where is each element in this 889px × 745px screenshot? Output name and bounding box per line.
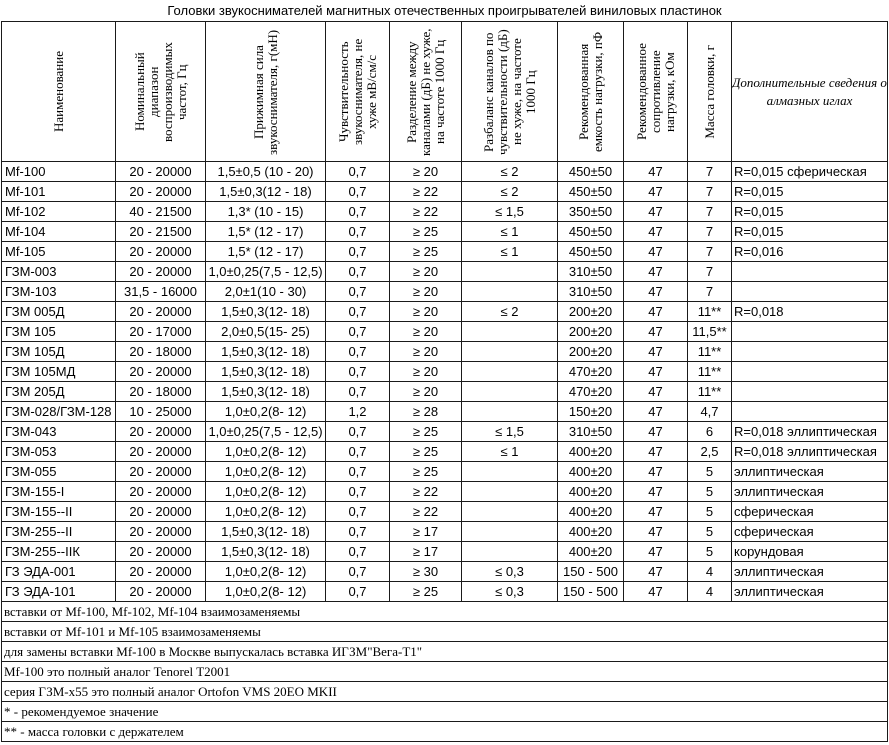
cell-channel-separation: ≥ 28 [390, 402, 462, 422]
cell-frequency-range: 20 - 21500 [116, 222, 206, 242]
cell-channel-imbalance [462, 462, 558, 482]
cell-frequency-range: 20 - 20000 [116, 182, 206, 202]
cell-name: ГЗМ-003 [2, 262, 116, 282]
cell-load-resistance: 47 [624, 442, 688, 462]
cell-channel-separation: ≥ 25 [390, 422, 462, 442]
cell-channel-separation: ≥ 20 [390, 282, 462, 302]
specs-table [1, 21, 888, 742]
cell-load-resistance: 47 [624, 282, 688, 302]
cell-load-capacitance: 400±20 [558, 442, 624, 462]
cell-stylus-info: R=0,018 [732, 302, 888, 322]
cell-cartridge-mass: 4 [688, 582, 732, 602]
cell-load-capacitance: 470±20 [558, 362, 624, 382]
note-text: вставки от Mf-100, Mf-102, Mf-104 взаимозаменяемы [2, 602, 888, 622]
cell-frequency-range: 20 - 18000 [116, 382, 206, 402]
cell-cartridge-mass: 7 [688, 282, 732, 302]
cell-cartridge-mass: 2,5 [688, 442, 732, 462]
note-row [2, 602, 888, 622]
cell-load-capacitance: 310±50 [558, 262, 624, 282]
cell-load-resistance: 47 [624, 502, 688, 522]
header-sensitivity: Чувствительность звукоснимателя, не хуже мВ/см/с [326, 22, 390, 162]
cell-tracking-force: 2,0±1(10 - 30) [206, 282, 326, 302]
cell-channel-imbalance [462, 502, 558, 522]
cell-load-capacitance: 450±50 [558, 222, 624, 242]
table-row [2, 242, 888, 262]
cell-stylus-info [732, 382, 888, 402]
header-stylus-info: Дополнительные сведения о алмазных иглах [732, 22, 888, 162]
cell-cartridge-mass: 4,7 [688, 402, 732, 422]
cell-tracking-force: 2,0±0,5(15- 25) [206, 322, 326, 342]
cell-load-resistance: 47 [624, 362, 688, 382]
cell-frequency-range: 20 - 20000 [116, 262, 206, 282]
cell-stylus-info: R=0,015 [732, 222, 888, 242]
cell-load-resistance: 47 [624, 542, 688, 562]
cell-cartridge-mass: 5 [688, 522, 732, 542]
cell-frequency-range: 20 - 20000 [116, 522, 206, 542]
cell-name: ГЗ ЭДА-101 [2, 582, 116, 602]
table-row [2, 202, 888, 222]
cell-tracking-force: 1,5±0,3(12- 18) [206, 542, 326, 562]
cell-load-capacitance: 450±50 [558, 162, 624, 182]
cell-sensitivity: 0,7 [326, 282, 390, 302]
cell-channel-separation: ≥ 20 [390, 162, 462, 182]
cell-tracking-force: 1,0±0,2(8- 12) [206, 502, 326, 522]
cell-stylus-info: эллиптическая [732, 562, 888, 582]
cell-stylus-info: эллиптическая [732, 582, 888, 602]
table-row [2, 222, 888, 242]
cell-sensitivity: 0,7 [326, 422, 390, 442]
cell-load-capacitance: 200±20 [558, 322, 624, 342]
cell-frequency-range: 20 - 20000 [116, 502, 206, 522]
table-row [2, 182, 888, 202]
header-channel-separation: Разделение между каналами (дБ) не хуже, на частоте 1000 Гц [390, 22, 462, 162]
note-text: Mf-100 это полный аналог Tenorel T2001 [2, 662, 888, 682]
cell-stylus-info: эллиптическая [732, 462, 888, 482]
cell-channel-separation: ≥ 25 [390, 582, 462, 602]
cell-name: ГЗМ-103 [2, 282, 116, 302]
cell-channel-imbalance: ≤ 1 [462, 242, 558, 262]
cell-stylus-info: R=0,015 [732, 202, 888, 222]
cell-frequency-range: 40 - 21500 [116, 202, 206, 222]
cell-frequency-range: 20 - 20000 [116, 362, 206, 382]
cell-channel-separation: ≥ 20 [390, 302, 462, 322]
cell-channel-separation: ≥ 30 [390, 562, 462, 582]
cell-load-capacitance: 400±20 [558, 482, 624, 502]
cell-tracking-force: 1,0±0,2(8- 12) [206, 582, 326, 602]
cell-load-capacitance: 400±20 [558, 522, 624, 542]
cell-name: ГЗМ 105Д [2, 342, 116, 362]
header-row [2, 22, 888, 162]
note-row [2, 722, 888, 742]
cell-channel-imbalance [462, 262, 558, 282]
cell-cartridge-mass: 11** [688, 382, 732, 402]
cell-load-resistance: 47 [624, 182, 688, 202]
cell-sensitivity: 0,7 [326, 182, 390, 202]
cell-channel-imbalance [462, 482, 558, 502]
cell-name: Mf-101 [2, 182, 116, 202]
cell-tracking-force: 1,5±0,3(12- 18) [206, 362, 326, 382]
table-header [2, 22, 888, 162]
cell-stylus-info: эллиптическая [732, 482, 888, 502]
table-row [2, 362, 888, 382]
cell-channel-separation: ≥ 22 [390, 202, 462, 222]
cell-cartridge-mass: 11** [688, 302, 732, 322]
cell-channel-separation: ≥ 20 [390, 262, 462, 282]
cell-channel-imbalance [462, 402, 558, 422]
cell-frequency-range: 20 - 20000 [116, 162, 206, 182]
note-text: * - рекомендуемое значение [2, 702, 888, 722]
cell-load-resistance: 47 [624, 402, 688, 422]
cell-name: Mf-100 [2, 162, 116, 182]
cell-cartridge-mass: 5 [688, 482, 732, 502]
cell-sensitivity: 0,7 [326, 482, 390, 502]
cell-load-capacitance: 400±20 [558, 462, 624, 482]
cell-channel-separation: ≥ 17 [390, 522, 462, 542]
cell-load-resistance: 47 [624, 222, 688, 242]
cell-channel-separation: ≥ 20 [390, 342, 462, 362]
note-row [2, 642, 888, 662]
cell-stylus-info: R=0,018 эллиптическая [732, 442, 888, 462]
cell-tracking-force: 1,0±0,2(8- 12) [206, 462, 326, 482]
cell-frequency-range: 20 - 20000 [116, 242, 206, 262]
cell-frequency-range: 20 - 20000 [116, 542, 206, 562]
cell-channel-imbalance: ≤ 2 [462, 302, 558, 322]
cell-channel-separation: ≥ 20 [390, 322, 462, 342]
cell-frequency-range: 20 - 18000 [116, 342, 206, 362]
cell-name: ГЗМ-053 [2, 442, 116, 462]
table-body [2, 162, 888, 602]
cell-cartridge-mass: 5 [688, 462, 732, 482]
cell-sensitivity: 0,7 [326, 462, 390, 482]
cell-load-capacitance: 150±20 [558, 402, 624, 422]
cell-name: ГЗМ 105 [2, 322, 116, 342]
cell-load-capacitance: 150 - 500 [558, 582, 624, 602]
cell-sensitivity: 0,7 [326, 222, 390, 242]
cell-load-resistance: 47 [624, 202, 688, 222]
cell-load-capacitance: 400±20 [558, 502, 624, 522]
cell-channel-separation: ≥ 17 [390, 542, 462, 562]
table-row [2, 282, 888, 302]
cell-stylus-info [732, 362, 888, 382]
cell-load-resistance: 47 [624, 322, 688, 342]
cell-load-resistance: 47 [624, 522, 688, 542]
cell-channel-imbalance: ≤ 0,3 [462, 562, 558, 582]
cell-name: ГЗМ 105МД [2, 362, 116, 382]
cell-frequency-range: 31,5 - 16000 [116, 282, 206, 302]
cell-stylus-info: R=0,016 [732, 242, 888, 262]
note-text: ** - масса головки с держателем [2, 722, 888, 742]
cell-stylus-info: сферическая [732, 502, 888, 522]
cell-name: ГЗМ-255--IIК [2, 542, 116, 562]
cell-stylus-info: R=0,015 [732, 182, 888, 202]
cell-tracking-force: 1,5±0,3(12- 18) [206, 342, 326, 362]
cell-load-resistance: 47 [624, 262, 688, 282]
cell-channel-imbalance [462, 542, 558, 562]
cell-sensitivity: 0,7 [326, 502, 390, 522]
cell-load-capacitance: 350±50 [558, 202, 624, 222]
cell-load-capacitance: 200±20 [558, 342, 624, 362]
cell-sensitivity: 0,7 [326, 442, 390, 462]
table-row [2, 482, 888, 502]
cell-frequency-range: 20 - 20000 [116, 462, 206, 482]
table-row [2, 522, 888, 542]
cell-cartridge-mass: 6 [688, 422, 732, 442]
cell-cartridge-mass: 7 [688, 162, 732, 182]
cell-sensitivity: 0,7 [326, 582, 390, 602]
cell-tracking-force: 1,5±0,3(12 - 18) [206, 182, 326, 202]
cell-channel-separation: ≥ 25 [390, 222, 462, 242]
cell-load-resistance: 47 [624, 302, 688, 322]
cell-load-resistance: 47 [624, 462, 688, 482]
header-channel-imbalance: Разбаланс каналов по чувствительности (дБ) не хуже, на частоте 1000 Гц [462, 22, 558, 162]
cell-channel-imbalance: ≤ 2 [462, 162, 558, 182]
cell-stylus-info [732, 342, 888, 362]
cell-tracking-force: 1,0±0,2(8- 12) [206, 442, 326, 462]
cell-sensitivity: 0,7 [326, 342, 390, 362]
table-row [2, 382, 888, 402]
cell-frequency-range: 10 - 25000 [116, 402, 206, 422]
table-title: Головки звукоснимателей магнитных отечественных проигрывателей виниловых пластинок [167, 3, 722, 18]
cell-stylus-info [732, 282, 888, 302]
cell-name: ГЗМ-155--II [2, 502, 116, 522]
header-load-capacitance: Рекомендованная емкость нагрузки, пФ [558, 22, 624, 162]
cell-load-resistance: 47 [624, 242, 688, 262]
table-row [2, 262, 888, 282]
cell-channel-imbalance: ≤ 1,5 [462, 202, 558, 222]
cell-cartridge-mass: 11** [688, 342, 732, 362]
cell-tracking-force: 1,5±0,5 (10 - 20) [206, 162, 326, 182]
cell-tracking-force: 1,0±0,2(8- 12) [206, 562, 326, 582]
table-notes [2, 602, 888, 742]
table-row [2, 582, 888, 602]
header-cartridge-mass: Масса головки, г [688, 22, 732, 162]
note-text: серия ГЗМ-х55 это полный аналог Ortofon VMS 20EO MKII [2, 682, 888, 702]
table-row [2, 302, 888, 322]
cell-cartridge-mass: 7 [688, 182, 732, 202]
cell-stylus-info: корундовая [732, 542, 888, 562]
cell-sensitivity: 0,7 [326, 382, 390, 402]
table-row [2, 422, 888, 442]
cell-name: ГЗМ-028/ГЗМ-128 [2, 402, 116, 422]
table-row [2, 542, 888, 562]
cell-channel-imbalance: ≤ 2 [462, 182, 558, 202]
cell-frequency-range: 20 - 20000 [116, 302, 206, 322]
cell-cartridge-mass: 11,5** [688, 322, 732, 342]
table-row [2, 402, 888, 422]
cell-frequency-range: 20 - 20000 [116, 482, 206, 502]
cell-load-resistance: 47 [624, 382, 688, 402]
cell-channel-imbalance [462, 522, 558, 542]
cell-tracking-force: 1,0±0,2(8- 12) [206, 402, 326, 422]
cell-frequency-range: 20 - 20000 [116, 562, 206, 582]
table-row [2, 562, 888, 582]
header-name: Наименование [2, 22, 116, 162]
table-row [2, 502, 888, 522]
cell-sensitivity: 0,7 [326, 542, 390, 562]
header-frequency-range: Номинальный диапазон воспроизводимых частот, Гц [116, 22, 206, 162]
cell-name: ГЗМ-043 [2, 422, 116, 442]
cell-channel-separation: ≥ 25 [390, 242, 462, 262]
note-text: для замены вставки Mf-100 в Москве выпускалась вставка ИГЗМ"Вега-Т1" [2, 642, 888, 662]
cell-tracking-force: 1,5* (12 - 17) [206, 242, 326, 262]
cell-cartridge-mass: 7 [688, 242, 732, 262]
note-text: вставки от Mf-101 и Mf-105 взаимозаменяемы [2, 622, 888, 642]
cell-tracking-force: 1,5±0,3(12- 18) [206, 522, 326, 542]
cell-cartridge-mass: 5 [688, 542, 732, 562]
cell-channel-separation: ≥ 25 [390, 442, 462, 462]
cell-load-resistance: 47 [624, 162, 688, 182]
cell-name: Mf-102 [2, 202, 116, 222]
cell-name: ГЗ ЭДА-001 [2, 562, 116, 582]
cell-load-capacitance: 310±50 [558, 422, 624, 442]
cell-load-resistance: 47 [624, 342, 688, 362]
cell-load-capacitance: 150 - 500 [558, 562, 624, 582]
cell-name: ГЗМ-055 [2, 462, 116, 482]
cell-load-capacitance: 450±50 [558, 182, 624, 202]
table-row [2, 342, 888, 362]
cell-frequency-range: 20 - 17000 [116, 322, 206, 342]
cell-cartridge-mass: 11** [688, 362, 732, 382]
header-load-resistance: Рекомендованное сопротивление нагрузки, кОм [624, 22, 688, 162]
cell-tracking-force: 1,0±0,25(7,5 - 12,5) [206, 422, 326, 442]
cell-sensitivity: 0,7 [326, 562, 390, 582]
cell-channel-imbalance [462, 382, 558, 402]
cell-channel-imbalance [462, 342, 558, 362]
cell-channel-imbalance [462, 322, 558, 342]
cell-load-capacitance: 400±20 [558, 542, 624, 562]
cell-cartridge-mass: 7 [688, 222, 732, 242]
cell-name: Mf-104 [2, 222, 116, 242]
cell-channel-imbalance: ≤ 1,5 [462, 422, 558, 442]
cell-tracking-force: 1,0±0,2(8- 12) [206, 482, 326, 502]
cell-channel-imbalance [462, 362, 558, 382]
cell-load-resistance: 47 [624, 422, 688, 442]
cell-cartridge-mass: 7 [688, 262, 732, 282]
table-row [2, 162, 888, 182]
cell-load-capacitance: 470±20 [558, 382, 624, 402]
cell-name: ГЗМ 205Д [2, 382, 116, 402]
cell-load-resistance: 47 [624, 562, 688, 582]
cell-load-resistance: 47 [624, 582, 688, 602]
cell-frequency-range: 20 - 20000 [116, 582, 206, 602]
cell-stylus-info [732, 262, 888, 282]
cell-cartridge-mass: 7 [688, 202, 732, 222]
cell-sensitivity: 0,7 [326, 302, 390, 322]
cell-name: ГЗМ-155-I [2, 482, 116, 502]
cell-sensitivity: 0,7 [326, 242, 390, 262]
cell-sensitivity: 0,7 [326, 162, 390, 182]
cell-frequency-range: 20 - 20000 [116, 422, 206, 442]
note-row [2, 702, 888, 722]
cell-load-capacitance: 450±50 [558, 242, 624, 262]
cell-stylus-info [732, 322, 888, 342]
note-row [2, 662, 888, 682]
cell-sensitivity: 0,7 [326, 202, 390, 222]
note-row [2, 682, 888, 702]
cell-cartridge-mass: 4 [688, 562, 732, 582]
table-row [2, 442, 888, 462]
cell-sensitivity: 1,2 [326, 402, 390, 422]
cell-load-capacitance: 200±20 [558, 302, 624, 322]
cell-stylus-info: R=0,015 сферическая [732, 162, 888, 182]
cell-load-capacitance: 310±50 [558, 282, 624, 302]
cell-channel-separation: ≥ 22 [390, 502, 462, 522]
cell-sensitivity: 0,7 [326, 322, 390, 342]
cell-channel-separation: ≥ 20 [390, 362, 462, 382]
cell-load-resistance: 47 [624, 482, 688, 502]
cell-channel-imbalance: ≤ 1 [462, 442, 558, 462]
cell-cartridge-mass: 5 [688, 502, 732, 522]
cell-name: ГЗМ-255--II [2, 522, 116, 542]
cell-channel-separation: ≥ 25 [390, 462, 462, 482]
cell-frequency-range: 20 - 20000 [116, 442, 206, 462]
header-tracking-force: Прижимная сила звукоснимателя, г(мН) [206, 22, 326, 162]
cell-sensitivity: 0,7 [326, 362, 390, 382]
table-row [2, 462, 888, 482]
cell-channel-imbalance: ≤ 0,3 [462, 582, 558, 602]
table-row [2, 322, 888, 342]
note-row [2, 622, 888, 642]
cell-stylus-info [732, 402, 888, 422]
cell-tracking-force: 1,5* (12 - 17) [206, 222, 326, 242]
cell-channel-separation: ≥ 20 [390, 382, 462, 402]
cell-sensitivity: 0,7 [326, 522, 390, 542]
cell-tracking-force: 1,0±0,25(7,5 - 12,5) [206, 262, 326, 282]
cell-stylus-info: сферическая [732, 522, 888, 542]
cell-channel-separation: ≥ 22 [390, 482, 462, 502]
cell-tracking-force: 1,5±0,3(12- 18) [206, 382, 326, 402]
cell-channel-imbalance: ≤ 1 [462, 222, 558, 242]
cell-sensitivity: 0,7 [326, 262, 390, 282]
cell-tracking-force: 1,5±0,3(12- 18) [206, 302, 326, 322]
cell-name: Mf-105 [2, 242, 116, 262]
cell-channel-imbalance [462, 282, 558, 302]
cell-name: ГЗМ 005Д [2, 302, 116, 322]
cell-tracking-force: 1,3* (10 - 15) [206, 202, 326, 222]
cell-channel-separation: ≥ 22 [390, 182, 462, 202]
cell-stylus-info: R=0,018 эллиптическая [732, 422, 888, 442]
